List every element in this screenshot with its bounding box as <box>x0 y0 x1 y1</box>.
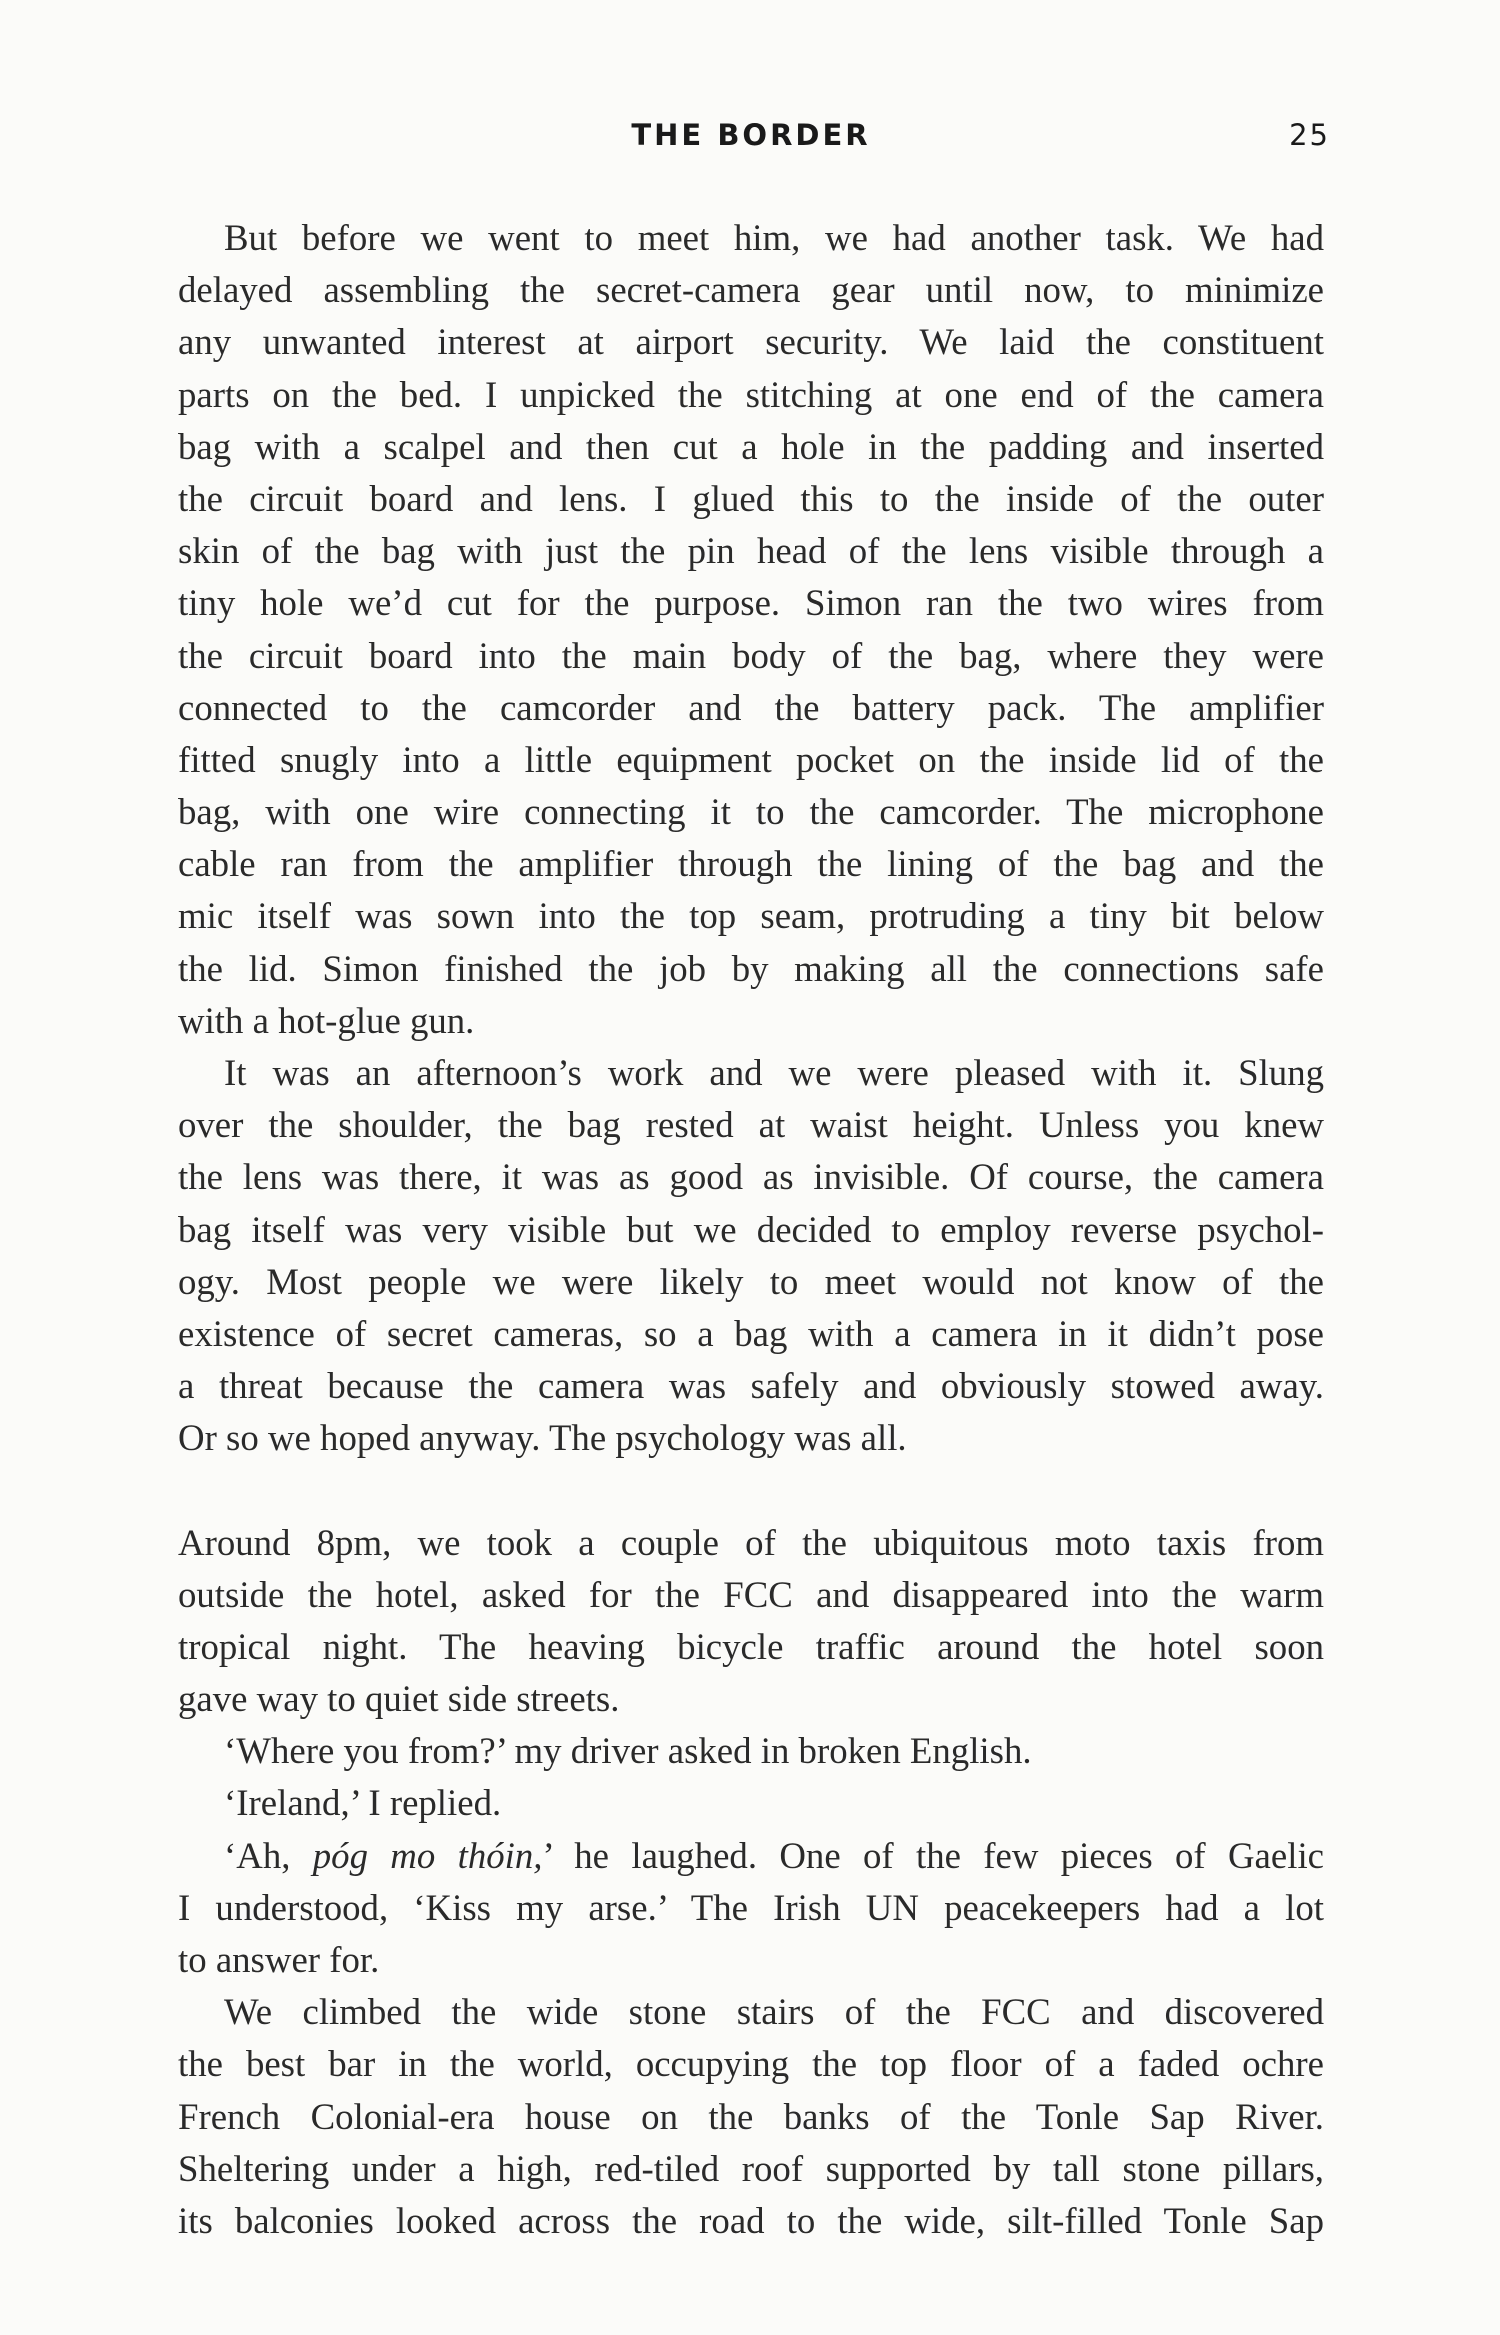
text-line: bag, with one wire connecting it to the camcorder. The microphone <box>178 791 1324 833</box>
text-line: But before we went to meet him, we had another task. We had <box>224 217 1324 258</box>
section-break <box>178 1465 1324 1517</box>
text-line: a threat because the camera was safely and obviously stowed away. <box>178 1365 1324 1407</box>
paragraph <box>178 1517 1324 1726</box>
paragraph <box>178 1047 1324 1465</box>
text-line: mic itself was sown into the top seam, protruding a tiny bit below <box>178 895 1324 937</box>
body-text <box>178 212 1324 2247</box>
paragraph <box>178 1777 1324 1829</box>
text-line: skin of the bag with just the pin head of the lens visible through a <box>178 530 1324 572</box>
text-line: connected to the camcorder and the battery pack. The amplifier <box>178 686 1324 728</box>
text-line: Sheltering under a high, red-tiled roof supported by tall stone pillars, <box>178 2147 1324 2189</box>
text-line: with a hot-glue gun. <box>178 999 475 1041</box>
text-line: the lid. Simon finished the job by making all the connections safe <box>178 947 1324 989</box>
text-line: Or so we hoped anyway. The psychology was all. <box>178 1417 907 1459</box>
text-line: outside the hotel, asked for the FCC and disappeared into the warm <box>178 1573 1324 1615</box>
text-line: ‘Ah, póg mo thóin,’ he laughed. One of the few pieces of Gaelic <box>224 1834 1325 1876</box>
running-head <box>178 118 1330 158</box>
text-line: the circuit board into the main body of the bag, where they were <box>178 634 1324 676</box>
gaelic-phrase: póg mo thóin, <box>312 1834 543 1876</box>
text-line: Around 8pm, we took a couple of the ubiquitous moto taxis from <box>178 1521 1324 1563</box>
text-line: cable ran from the amplifier through the lining of the bag and the <box>178 843 1324 885</box>
text-line: the best bar in the world, occupying the top floor of a faded ochre <box>178 2043 1324 2085</box>
text-line: bag itself was very visible but we decided to employ reverse psychol- <box>178 1208 1324 1250</box>
text-line: gave way to quiet side streets. <box>178 1678 620 1720</box>
text-line: French Colonial-era house on the banks of the Tonle Sap River. <box>178 2095 1324 2137</box>
text-line: ‘Where you from?’ my driver asked in broken English. <box>224 1730 1032 1772</box>
paragraph <box>178 1830 1324 1987</box>
text-line: It was an afternoon’s work and we were pleased with it. Slung <box>224 1052 1324 1093</box>
text-line: parts on the bed. I unpicked the stitching at one end of the camera <box>178 373 1324 415</box>
text-line: ogy. Most people we were likely to meet would not know of the <box>178 1260 1324 1302</box>
text-line: I understood, ‘Kiss my arse.’ The Irish UN peacekeepers had a lot <box>178 1886 1324 1928</box>
text-line: tiny hole we’d cut for the purpose. Simon ran the two wires from <box>178 582 1324 624</box>
text-line: We climbed the wide stone stairs of the FCC and discovered <box>224 1991 1324 2033</box>
paragraph <box>178 1725 1324 1777</box>
text-line: its balconies looked across the road to the wide, silt-filled Tonle Sap <box>178 2199 1324 2241</box>
text-line: any unwanted interest at airport security. We laid the constituent <box>178 321 1324 363</box>
text-line: the circuit board and lens. I glued this to the inside of the outer <box>178 477 1324 519</box>
text-line: delayed assembling the secret-camera gear until now, to minimize <box>178 269 1324 311</box>
page-number: 25 <box>1289 118 1330 152</box>
text-line: fitted snugly into a little equipment pocket on the inside lid of the <box>178 738 1324 780</box>
text-line: ‘Ireland,’ I replied. <box>224 1782 502 1824</box>
paragraph <box>178 1986 1324 2247</box>
text-line: tropical night. The heaving bicycle traffic around the hotel soon <box>178 1625 1324 1667</box>
paragraph <box>178 212 1324 1047</box>
text-line: to answer for. <box>178 1939 380 1980</box>
text-line: bag with a scalpel and then cut a hole in the padding and inserted <box>178 425 1324 467</box>
chapter-title: THE BORDER <box>631 118 871 152</box>
text-line: over the shoulder, the bag rested at waist height. Unless you knew <box>178 1104 1324 1146</box>
text-line: the lens was there, it was as good as invisible. Of course, the camera <box>178 1156 1324 1198</box>
text-line: existence of secret cameras, so a bag with a camera in it didn’t pose <box>178 1312 1324 1354</box>
